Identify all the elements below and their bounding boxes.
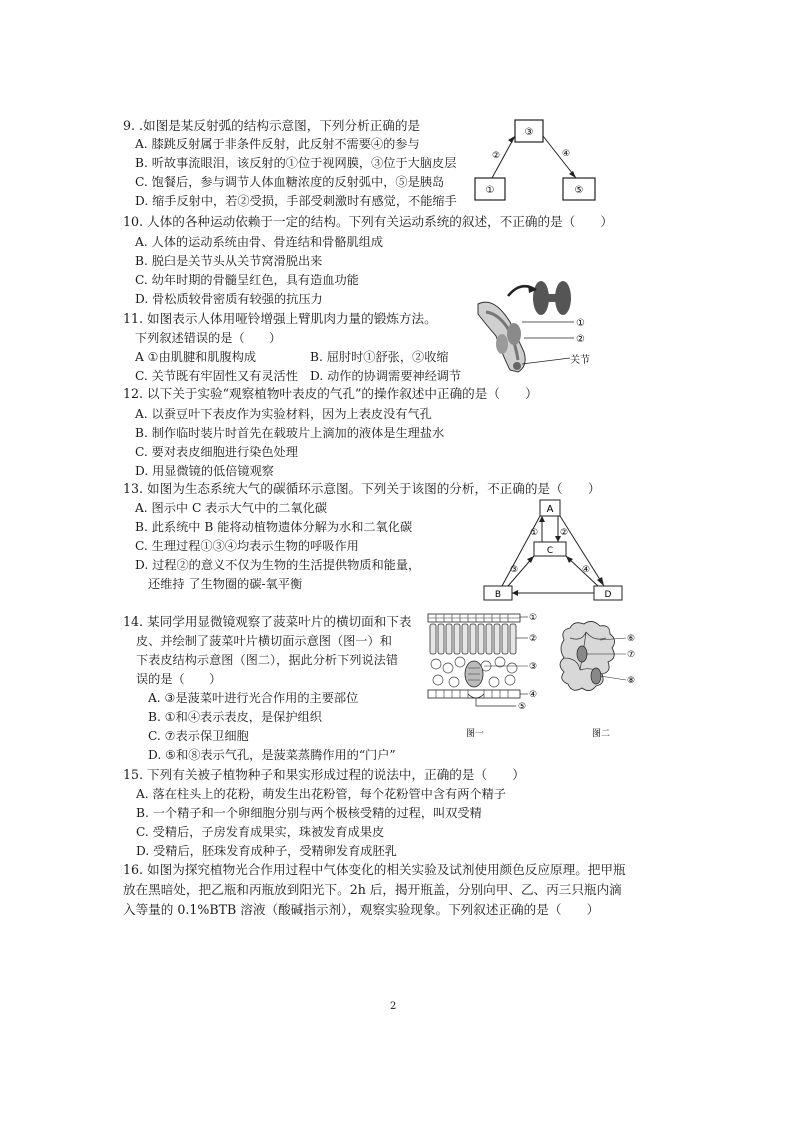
q14-option-b: B. ①和④表示表皮，是保护组织 <box>148 710 322 724</box>
arm-label-1: ① <box>576 318 585 329</box>
q11-stem-1: 11. 如图表示人体用哑铃增强上臂肌肉力量的锻炼方法。 <box>123 311 437 326</box>
q10-stem: 10. 人体的各种运动依赖于一定的结构。下列有关运动系统的叙述，不正确的是（ ） <box>123 214 614 229</box>
leaf-label-2: ② <box>529 634 538 644</box>
arm-label-joint: 关节 <box>570 355 590 366</box>
reflex-label-1: ① <box>485 185 495 196</box>
cc-label-d: D <box>604 590 612 600</box>
q14-stem-3: 下表皮结构示意图（图二），据此分析下列说法错 <box>136 653 399 667</box>
q10-option-c: C. 幼年时期的骨髓呈红色，具有造血功能 <box>135 273 359 287</box>
q15-option-b: B. 一个精子和一个卵细胞分别与两个极核受精的过程，叫双受精 <box>136 806 482 820</box>
cc-label-c: C <box>546 546 554 556</box>
cc-label-4: ④ <box>582 565 591 575</box>
q14-option-a: A. ③是菠菜叶进行光合作用的主要部位 <box>148 691 359 705</box>
q11-option-b: B. 屈肘时①舒张，②收缩 <box>310 350 449 364</box>
q14-option-c: C. ⑦表示保卫细胞 <box>148 729 249 743</box>
q13-option-b: B. 此系统中 B 能将动植物遗体分解为水和二氧化碳 <box>135 520 413 534</box>
reflex-arc-diagram <box>470 114 610 206</box>
q9-option-a: A. 膝跳反射属于非条件反射，此反射不需要④的参与 <box>135 137 420 151</box>
reflex-label-2: ② <box>492 151 501 161</box>
q9-option-b: B. 听故事流眼泪，该反射的①位于视网膜，③位于大脑皮层 <box>135 156 457 170</box>
arm-label-2: ② <box>576 334 585 345</box>
q10-option-b: B. 脱臼是关节头从关节窝滑脱出来 <box>135 254 323 268</box>
cc-label-a: A <box>546 504 554 515</box>
leaf-label-5: ⑤ <box>518 702 527 712</box>
q15-option-a: A. 落在柱头上的花粉，萌发生出花粉管，每个花粉管中含有两个精子 <box>136 787 506 801</box>
q11-option-c: C. 关节既有牢固性又有灵活性 <box>135 369 298 383</box>
q16-line-1: 16. 如图为探究植物光合作用过程中气体变化的相关实验及试剂使用颜色反应原理。把甲瓶 <box>123 862 626 877</box>
q12-option-b: B. 制作临时装片时首先在载玻片上滴加的液体是生理盐水 <box>135 426 445 440</box>
q9-option-d: D. 缩手反射中，若②受损，手部受刺激时有感觉，不能缩手 <box>135 194 457 208</box>
q13-option-c: C. 生理过程①③④均表示生物的呼吸作用 <box>135 539 359 553</box>
epi-label-7: ⑦ <box>627 650 636 660</box>
q12-option-d: D. 用显微镜的低倍镜观察 <box>135 464 274 478</box>
arm-dumbbell-figure <box>466 274 616 384</box>
cc-label-3: ③ <box>510 565 519 575</box>
q13-option-a: A. 图示中 C 表示大气中的二氧化碳 <box>135 501 328 515</box>
fig2-caption: 图二 <box>592 729 611 739</box>
q16-line-3: 入等量的 0.1%BTB 溶液（酸碱指示剂），观察实验现象。下列叙述正确的是（ ） <box>123 902 600 917</box>
q15-stem: 15. 下列有关被子植物种子和果实形成过程的说法中，正确的是（ ） <box>123 767 525 782</box>
q12-option-c: C. 要对表皮细胞进行染色处理 <box>135 445 298 459</box>
q14-stem-1: 14. 某同学用显微镜观察了菠菜叶片的横切面和下表 <box>123 614 412 629</box>
q14-option-d: D. ⑤和⑧表示气孔，是菠菜蒸腾作用的“门户” <box>148 748 396 762</box>
q11-stem-2: 下列叙述错误的是（ ） <box>135 331 282 345</box>
cc-label-2: ② <box>560 528 569 538</box>
cc-label-1: ① <box>530 528 539 538</box>
q13-option-d-cont: 还维持 了生物圈的碳-氧平衡 <box>148 577 303 591</box>
epi-label-6: ⑥ <box>627 634 636 644</box>
carbon-cycle-diagram <box>476 498 636 604</box>
q10-option-d: D. 骨松质较骨密质有较强的抗压力 <box>135 292 323 306</box>
q13-stem: 13. 如图为生态系统大气的碳循环示意图。下列关于该图的分析，不正确的是（ ） <box>123 481 601 496</box>
q11-option-d: D. 动作的协调需要神经调节 <box>310 369 462 383</box>
q9-option-c: C. 饱餐后，参与调节人体血糖浓度的反射弧中，⑤是胰岛 <box>135 175 445 189</box>
q11-option-a: A ①由肌腱和肌腹构成 <box>135 350 257 364</box>
cc-label-b: B <box>494 590 502 600</box>
page-number: 2 <box>390 1001 397 1012</box>
reflex-label-4: ④ <box>562 149 571 159</box>
q14-stem-2: 皮、并绘制了菠菜叶片横切面示意图（图一）和 <box>136 634 392 648</box>
leaf-label-3: ③ <box>529 662 538 672</box>
reflex-label-3: ③ <box>524 127 534 138</box>
q10-option-a: A. 人体的运动系统由骨、骨连结和骨骼肌组成 <box>135 235 384 249</box>
fig1-caption: 图一 <box>466 729 485 739</box>
reflex-label-5: ⑤ <box>574 185 584 196</box>
q16-line-2: 放在黑暗处，把乙瓶和丙瓶放到阳光下。2h 后，揭开瓶盖，分别向甲、乙、丙三只瓶内滴 <box>123 882 622 897</box>
q15-option-c: C. 受精后，子房发育成果实，珠被发育成果皮 <box>136 825 385 839</box>
q9-stem: 9. .如图是某反射弧的结构示意图，下列分析正确的是 <box>123 118 421 133</box>
q14-stem-4: 误的是（ ） <box>136 672 222 686</box>
q15-option-d: D. 受精后，胚珠发育成种子，受精卵发育成胚乳 <box>136 844 397 858</box>
q13-option-d: D. 过程②的意义不仅为生物的生活提供物质和能量， <box>135 558 421 572</box>
epi-label-8: ⑧ <box>627 676 636 686</box>
leaf-label-4: ④ <box>529 690 538 700</box>
leaf-cross-section-figure <box>424 610 548 742</box>
q12-option-a: A. 以蚕豆叶下表皮作为实验材料，因为上表皮没有气孔 <box>135 407 432 421</box>
q12-stem: 12. 以下关于实验“观察植物叶表皮的气孔”的操作叙述中正确的是（ ） <box>123 386 538 401</box>
lower-epidermis-figure <box>556 618 652 740</box>
leaf-label-1: ① <box>529 613 538 623</box>
